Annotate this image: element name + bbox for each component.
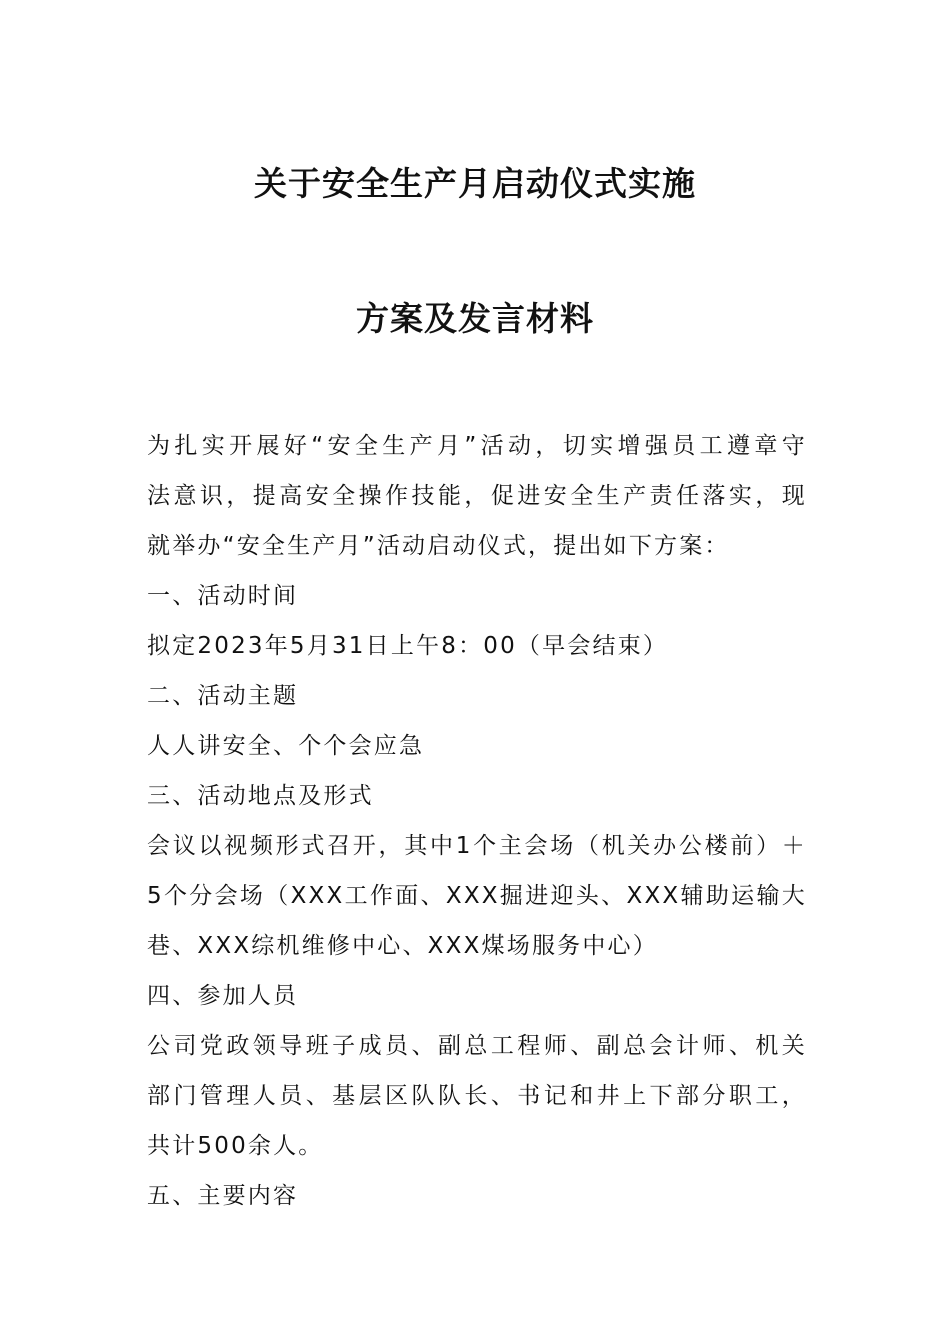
section-text: 人人讲安全、个个会应急 xyxy=(147,733,425,759)
section-heading-theme: 二、活动主题 xyxy=(147,683,299,709)
section-heading-location: 三、活动地点及形式 xyxy=(147,783,374,809)
section-heading-content: 五、主要内容 xyxy=(147,1183,299,1209)
section-text: 共计500余人。 xyxy=(147,1133,324,1159)
section-heading-participants: 四、参加人员 xyxy=(147,983,299,1009)
document-title-line-1: 关于安全生产月启动仪式实施 xyxy=(254,164,696,203)
section-text: 5个分会场（XXX工作面、XXX掘进迎头、XXX辅助运输大 xyxy=(147,883,807,909)
section-text: 巷、XXX综机维修中心、XXX煤场服务中心） xyxy=(147,933,658,959)
section-text: 部门管理人员、基层区队队长、书记和井上下部分职工， xyxy=(147,1083,807,1109)
section-text: 会议以视频形式召开，其中1个主会场（机关办公楼前）＋ xyxy=(147,833,807,859)
intro-line: 为扎实开展好“安全生产月”活动，切实增强员工遵章守 xyxy=(147,433,807,459)
intro-line: 法意识，提高安全操作技能，促进安全生产责任落实，现 xyxy=(147,483,807,509)
intro-line: 就举办“安全生产月”活动启动仪式，提出如下方案： xyxy=(147,533,730,559)
document-title-line-2: 方案及发言材料 xyxy=(356,299,594,338)
section-text: 拟定2023年5月31日上午8：00（早会结束） xyxy=(147,633,669,659)
section-text: 公司党政领导班子成员、副总工程师、副总会计师、机关 xyxy=(147,1033,807,1059)
document-body xyxy=(147,421,807,1221)
section-heading-time: 一、活动时间 xyxy=(147,583,299,609)
